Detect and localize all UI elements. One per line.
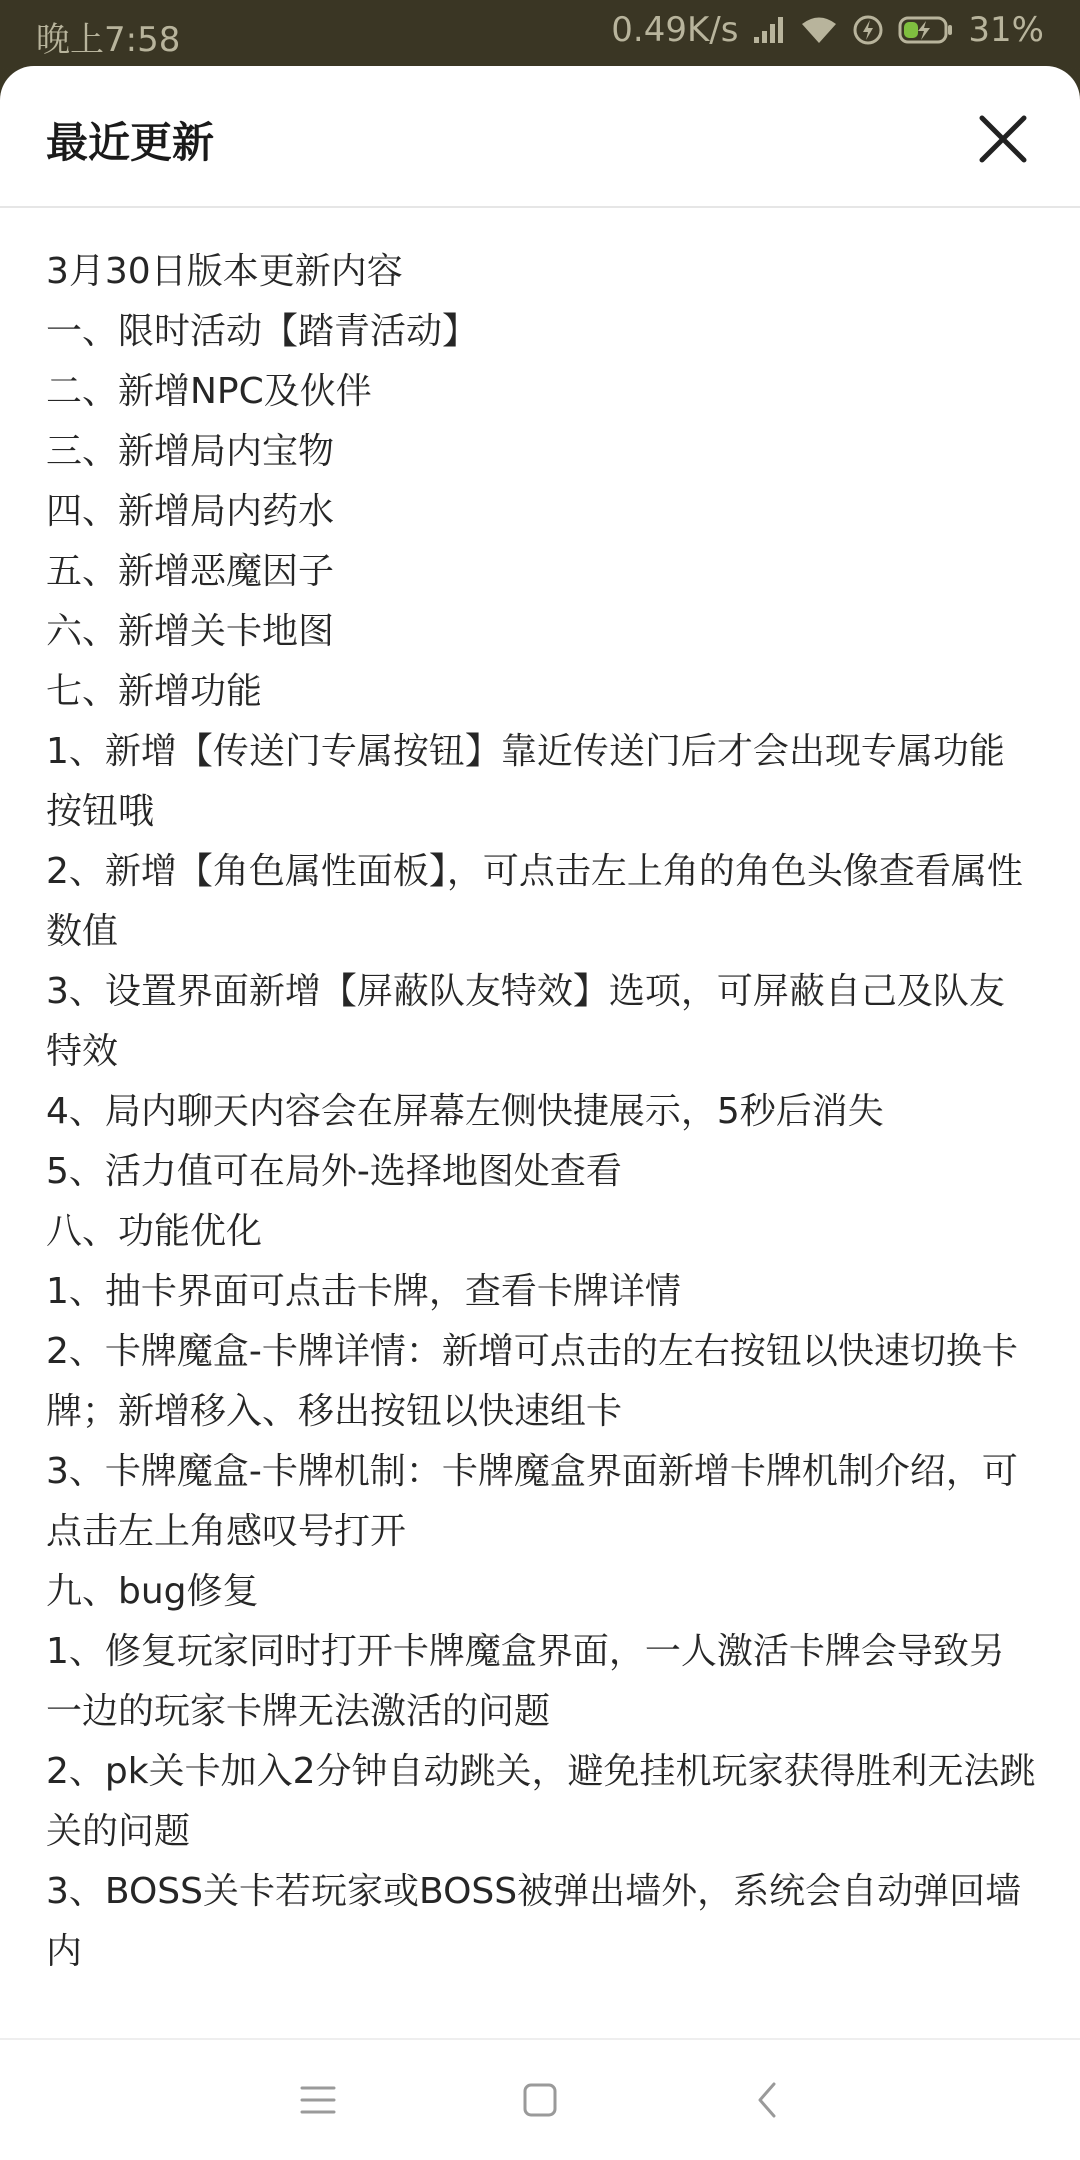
update-line: 六、新增关卡地图 — [46, 611, 335, 652]
update-line: 2、新增【角色属性面板】，可点击左上角的角色头像查看属性数值 — [46, 851, 1023, 952]
update-line: 2、pk关卡加入2分钟自动跳关，避免挂机玩家获得胜利无法跳关的问题 — [46, 1751, 1036, 1852]
close-icon — [972, 108, 1034, 170]
update-line: 1、修复玩家同时打开卡牌魔盒界面，一人激活卡牌会导致另一边的玩家卡牌无法激活的问题 — [46, 1631, 1005, 1732]
back-button[interactable] — [738, 2070, 798, 2130]
recent-updates-sheet — [0, 66, 1080, 2160]
update-line: 4、局内聊天内容会在屏幕左侧快捷展示，5秒后消失 — [46, 1091, 884, 1132]
status-indicators — [611, 10, 1044, 50]
update-line: 3月30日版本更新内容 — [46, 251, 403, 292]
update-line: 3、设置界面新增【屏蔽队友特效】选项，可屏蔽自己及队友特效 — [46, 971, 1005, 1072]
update-line: 1、抽卡界面可点击卡牌，查看卡牌详情 — [46, 1271, 681, 1312]
menu-icon — [288, 2070, 348, 2130]
back-icon — [738, 2070, 798, 2130]
update-line: 九、bug修复 — [46, 1571, 259, 1612]
battery-charging-icon — [898, 15, 954, 45]
sheet-header — [0, 66, 1080, 208]
update-line: 一、限时活动【踏青活动】 — [46, 311, 479, 352]
status-time: 晚上7:58 — [36, 20, 181, 60]
flash-icon — [852, 14, 884, 46]
navigation-bar — [0, 2038, 1080, 2160]
home-button[interactable] — [510, 2070, 570, 2130]
update-line: 八、功能优化 — [46, 1211, 263, 1252]
close-button[interactable] — [972, 108, 1034, 170]
update-line: 1、新增【传送门专属按钮】靠近传送门后才会出现专属功能按钮哦 — [46, 731, 1005, 832]
home-icon — [510, 2070, 570, 2130]
update-line: 三、新增局内宝物 — [46, 431, 335, 472]
update-line: 七、新增功能 — [46, 671, 263, 712]
update-line: 3、卡牌魔盒-卡牌机制：卡牌魔盒界面新增卡牌机制介绍，可点击左上角感叹号打开 — [46, 1451, 1018, 1552]
update-line: 3、BOSS关卡若玩家或BOSS被弹出墙外，系统会自动弹回墙内 — [46, 1871, 1022, 1972]
update-line: 二、新增NPC及伙伴 — [46, 371, 372, 412]
battery-level: 31% — [968, 10, 1044, 50]
wifi-icon — [800, 15, 838, 45]
network-speed: 0.49K/s — [611, 10, 739, 50]
status-bar — [0, 0, 1080, 66]
update-line: 五、新增恶魔因子 — [46, 551, 335, 592]
signal-icon — [752, 15, 786, 45]
update-line: 四、新增局内药水 — [46, 491, 335, 532]
update-line: 2、卡牌魔盒-卡牌详情：新增可点击的左右按钮以快速切换卡牌；新增移入、移出按钮以快速组卡 — [46, 1331, 1018, 1432]
update-line: 5、活力值可在局外-选择地图处查看 — [46, 1151, 622, 1192]
recent-apps-button[interactable] — [288, 2070, 348, 2130]
update-notes — [46, 242, 1036, 1982]
sheet-title: 最近更新 — [46, 118, 215, 167]
